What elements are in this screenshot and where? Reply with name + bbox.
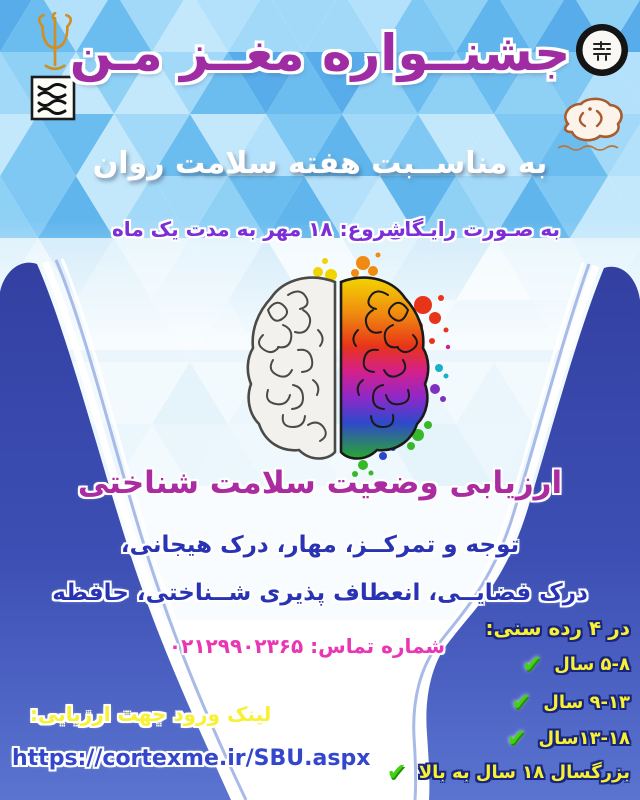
check-icon: ✔ <box>522 650 543 678</box>
phone-line: شماره تماس: ۰۲۱۲۹۹۰۲۳۶۵ <box>168 634 446 658</box>
assessment-heading: ارزیابی وضعیت سلامت شناختی <box>77 465 563 501</box>
age-group-label: ۱۳-۱۸سال <box>538 727 630 749</box>
poster-subtitle: به مناســبت هفته سلامت روان <box>92 146 548 181</box>
age-group-label: بزرگسال ۱۸ سال به بالا <box>418 761 630 783</box>
start-date-info: شروع: ۱۸ مهر به مدت یک ماه <box>112 217 406 241</box>
age-section-heading: در ۴ رده سنی: <box>485 616 630 640</box>
age-group-row <box>506 726 630 750</box>
left-hemisphere <box>248 278 335 459</box>
split-brain-icon <box>212 250 464 480</box>
free-badge: به صـورت رایـگان <box>387 217 560 241</box>
skills-line-1: توجه و تمرکــز، مهار، درک هیجانی، <box>120 532 520 558</box>
age-group-row <box>522 652 630 676</box>
age-group-label: ۹-۱۳ سال <box>543 691 630 713</box>
brain-illustration <box>212 250 464 484</box>
poster-title: جشنــواره مغــز مـن <box>69 24 571 82</box>
age-group-label: ۵-۸ سال <box>554 653 630 675</box>
check-icon: ✔ <box>511 688 532 716</box>
check-icon: ✔ <box>506 724 527 752</box>
age-group-row <box>387 760 630 784</box>
assessment-url-link[interactable]: https://cortexme.ir/SBU.aspx <box>12 746 371 771</box>
assessment-link-label: لینک ورود جهت ارزیابی: <box>30 702 272 726</box>
age-group-row <box>511 690 630 714</box>
skills-line-2: درک فضایــی، انعطاف پذیری شــناختی، حافظه <box>52 580 588 606</box>
check-icon: ✔ <box>386 758 407 786</box>
brain-logo-icon <box>550 94 628 154</box>
